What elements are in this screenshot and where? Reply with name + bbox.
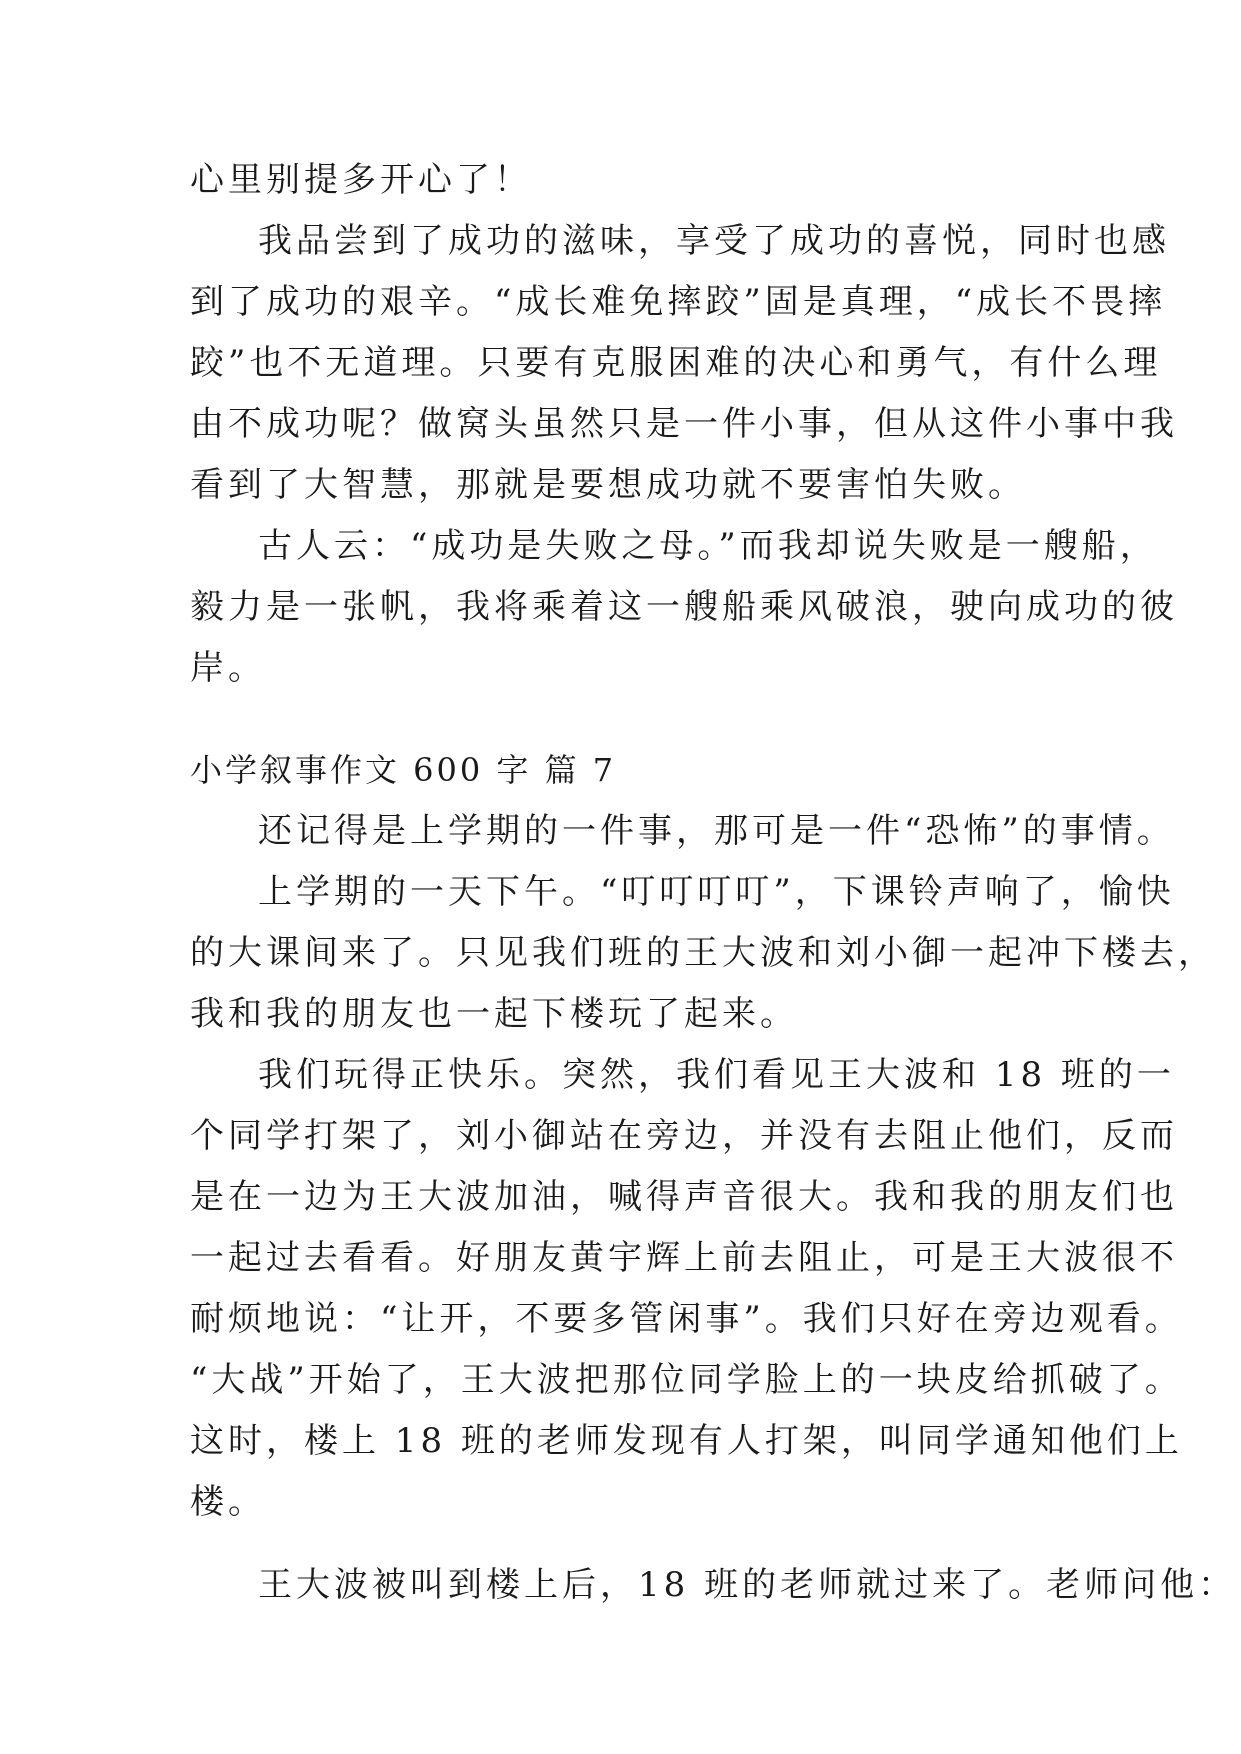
text-line: 心里别提多开心了！	[190, 160, 532, 200]
paragraph-start-line: 古人云：“成功是失败之母。”而我却说失败是一艘船，	[258, 526, 1158, 566]
paragraph-start-line: 王大波被叫到楼上后，18 班的老师就过来了。老师问他：	[258, 1565, 1237, 1605]
closing-passage	[190, 150, 1178, 699]
text-line: 是在一边为王大波加油，喊得声音很大。我和我的朋友们也	[190, 1177, 1178, 1217]
text-line: 的大课间来了。只见我们班的王大波和刘小御一起冲下楼去，	[190, 933, 1216, 973]
text-line: 个同学打架了，刘小御站在旁边，并没有去阻止他们，反而	[190, 1116, 1178, 1156]
paragraph-start-line: 还记得是上学期的一件事，那可是一件“恐怖”的事情。	[258, 811, 1175, 851]
text-line: 毅力是一张帆，我将乘着这一艘船乘风破浪，驶向成功的彼	[190, 587, 1178, 627]
text-line: 一起过去看看。好朋友黄宇辉上前去阻止，可是王大波很不	[190, 1238, 1178, 1278]
text-line: 跤”也不无道理。只要有克服困难的决心和勇气，有什么理	[190, 343, 1162, 383]
text-line: 耐烦地说：“让开，不要多管闲事”。我们只好在旁边观看。	[190, 1299, 1183, 1339]
text-line: 岸。	[190, 648, 266, 688]
text-line: 这时，楼上 18 班的老师发现有人打架，叫同学通知他们上	[190, 1421, 1183, 1461]
paragraph-start-line: 我们玩得正快乐。突然，我们看见王大波和 18 班的一	[258, 1055, 1175, 1095]
text-line: 楼。	[190, 1482, 266, 1522]
text-line: 到了成功的艰辛。“成长难免摔跤”固是真理，“成长不畏摔	[190, 282, 1167, 322]
paragraph-start-line: 上学期的一天下午。“叮叮叮叮”，下课铃声响了，愉快	[258, 872, 1175, 912]
text-line: 看到了大智慧，那就是要想成功就不要害怕失败。	[190, 465, 1026, 505]
paragraph-start-line: 我品尝到了成功的滋味，享受了成功的喜悦，同时也感	[258, 221, 1170, 261]
section-heading: 小学叙事作文 600 字 篇 7	[190, 751, 617, 789]
text-line: 由不成功呢？做窝头虽然只是一件小事，但从这件小事中我	[190, 404, 1178, 444]
story-body	[190, 801, 1237, 1616]
text-line: “大战”开始了，王大波把那位同学脸上的一块皮给抓破了。	[190, 1360, 1183, 1400]
text-line: 我和我的朋友也一起下楼玩了起来。	[190, 994, 798, 1034]
